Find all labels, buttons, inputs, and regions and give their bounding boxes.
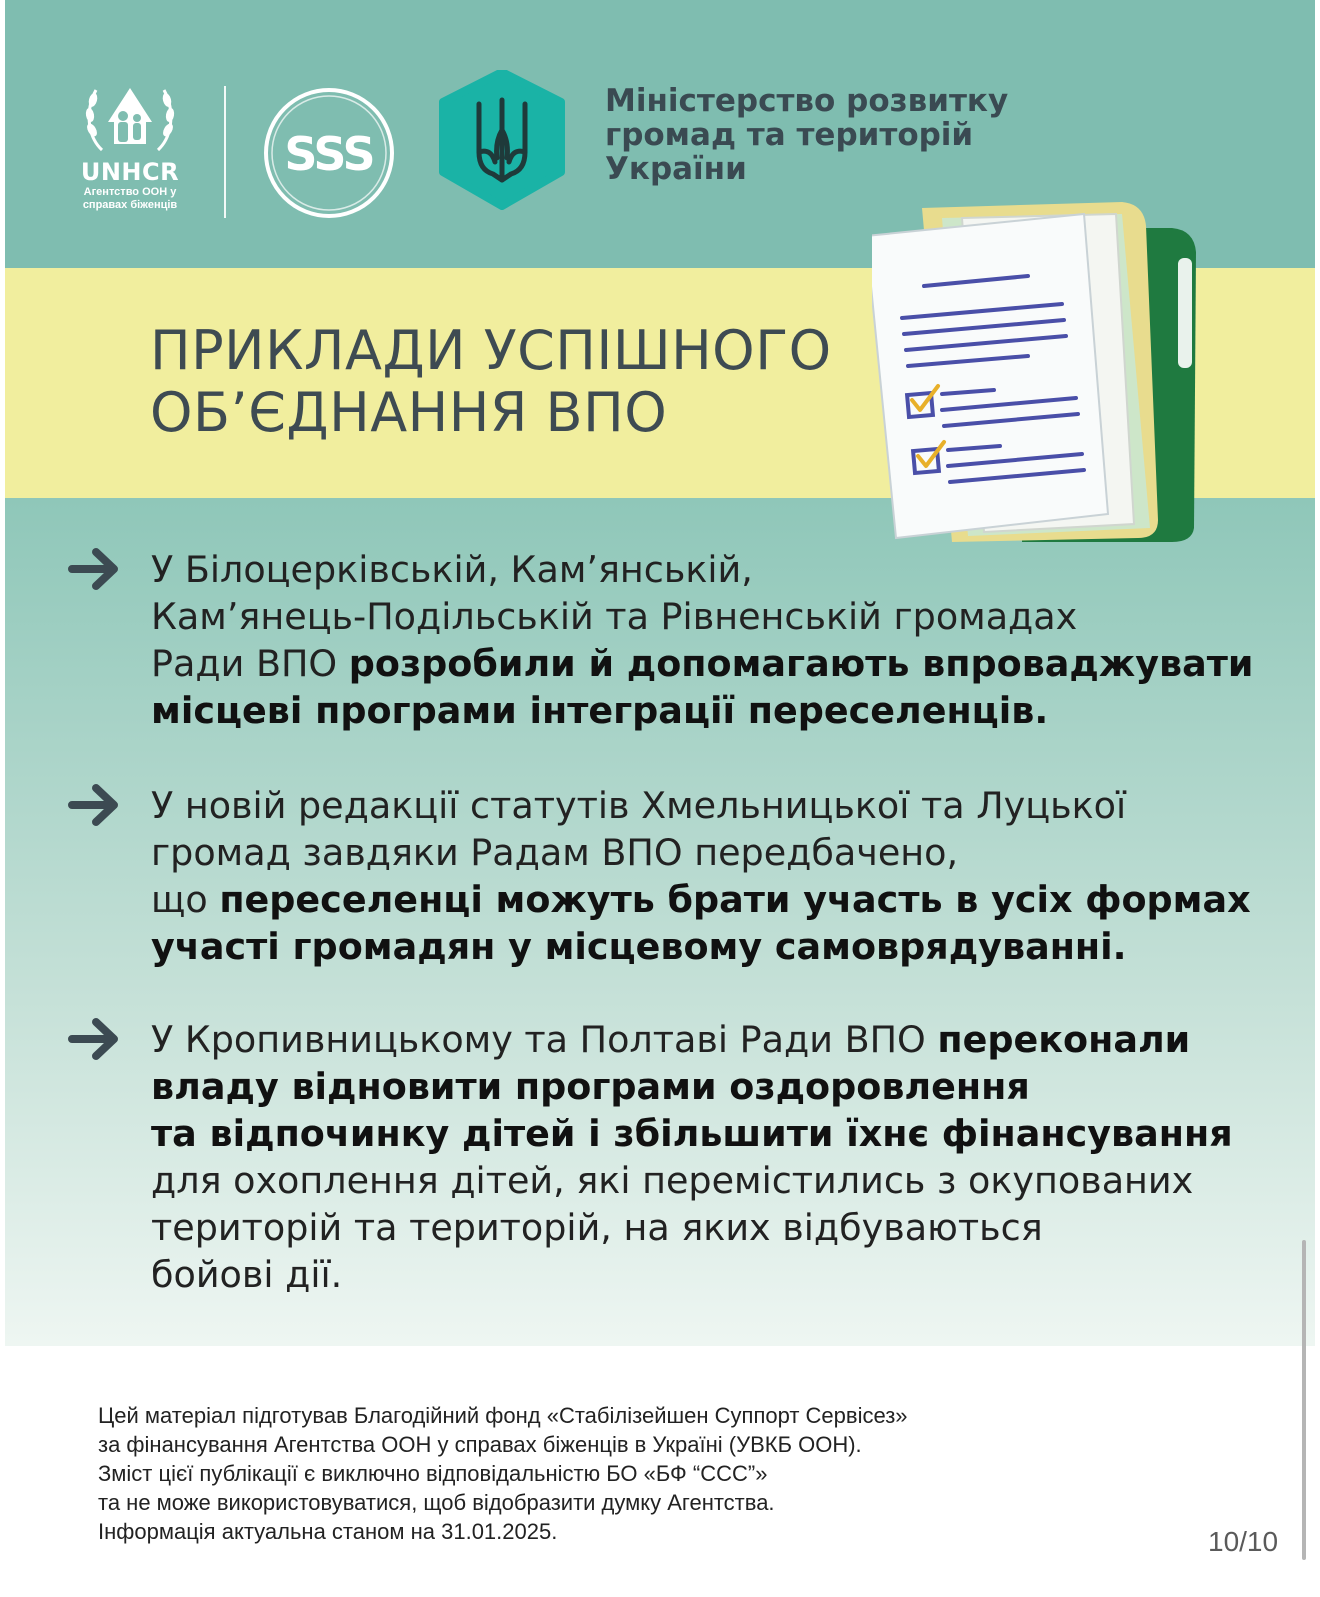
page-title xyxy=(150,320,870,444)
bullet-1-line4 xyxy=(151,687,1261,734)
card-edge-right xyxy=(1315,0,1320,1346)
bullet-2-line4 xyxy=(151,923,1261,970)
logo-divider xyxy=(224,86,226,218)
bullet-1-text xyxy=(151,546,1261,734)
bullet-2-line2: громад завдяки Радам ВПО передбачено, xyxy=(151,831,959,874)
bullet-3-line4: для охоплення дітей, які перемістились з окупованих xyxy=(151,1159,1194,1202)
disclaimer-line5: Інформація актуальна станом на 31.01.2025. xyxy=(98,1519,558,1544)
title-line2: ОБ’ЄДНАННЯ ВПО xyxy=(150,381,668,444)
bullet-3-text xyxy=(151,1016,1261,1298)
bullet-3-line1-bold: переконали xyxy=(937,1018,1191,1061)
scrollbar[interactable] xyxy=(1302,1240,1306,1560)
bullet-3-line3 xyxy=(151,1110,1261,1157)
title-line1: ПРИКЛАДИ УСПІШНОГО xyxy=(150,319,832,382)
bullet-3-line6: бойові дії. xyxy=(151,1253,343,1296)
documents-checklist-illustration xyxy=(872,198,1232,562)
arrow-right-icon xyxy=(68,546,122,592)
bullet-1-line4-bold: місцеві програми інтеграції переселенців. xyxy=(151,689,1049,732)
bullet-3-line1-normal: У Кропивницькому та Полтаві Ради ВПО xyxy=(151,1018,938,1061)
unhcr-subtitle-line2: справах біженців xyxy=(82,199,178,211)
card-edge-left xyxy=(0,0,5,1346)
bullet-1-line3 xyxy=(151,640,1261,687)
unhcr-emblem-icon xyxy=(80,80,180,156)
sss-logo-text: SSS xyxy=(284,127,374,181)
page-indicator: 10/10 xyxy=(1208,1526,1279,1557)
bullet-3-line2 xyxy=(151,1063,1261,1110)
ministry-logo xyxy=(433,70,571,210)
bullet-2-line3 xyxy=(151,876,1261,923)
arrow-right-icon xyxy=(68,782,122,828)
unhcr-subtitle-line1: Агентство ООН у xyxy=(83,186,177,198)
unhcr-name: UNHCR xyxy=(80,158,180,186)
bullet-3-line2-bold: владу відновити програми оздоровлення xyxy=(151,1065,1030,1108)
bullet-1-line3-normal: Ради ВПО xyxy=(151,642,349,685)
bullet-2-line1: У новій редакції статутів Хмельницької та Луцької xyxy=(151,784,1127,827)
bullet-3-line3-bold: та відпочинку дітей і збільшити їхнє фінансування xyxy=(151,1112,1233,1155)
bullet-2-text xyxy=(151,782,1261,970)
ministry-name-line2: громад та територій xyxy=(605,117,974,153)
unhcr-logo xyxy=(70,80,190,220)
disclaimer-note xyxy=(98,1401,1098,1546)
arrow-right-icon xyxy=(68,1016,122,1062)
bullet-3-line1 xyxy=(151,1016,1261,1063)
bullet-2-line4-bold: участі громадян у місцевому самоврядуванні. xyxy=(151,925,1127,968)
bullet-2-line3-normal: що xyxy=(151,878,220,921)
disclaimer-line2: за фінансування Агентства ООН у справах біженців в Україні (УВКБ ООН). xyxy=(98,1432,862,1457)
bullet-3-line5: територій та територій, на яких відбуваються xyxy=(151,1206,1043,1249)
ministry-name-line3: України xyxy=(605,151,747,187)
bullet-1-line1: У Білоцерківській, Кам’янській, xyxy=(151,548,753,591)
ministry-name-line1: Міністерство розвитку xyxy=(605,83,1009,119)
disclaimer-line3: Зміст цієї публікації є виключно відповідальністю БО «БФ “ССС”» xyxy=(98,1461,768,1486)
disclaimer-line1: Цей матеріал підготував Благодійний фонд «Стабілізейшен Суппорт Сервісез» xyxy=(98,1403,908,1428)
sss-logo xyxy=(260,84,398,222)
bullet-1-line2: Кам’янець-Подільській та Рівненській громадах xyxy=(151,595,1078,638)
bullet-1-line3-bold: розробили й допомагають впроваджувати xyxy=(348,642,1254,685)
bullet-2-line3-bold: переселенці можуть брати участь в усіх формах xyxy=(219,878,1251,921)
disclaimer-line4: та не може використовуватися, щоб відобразити думку Агентства. xyxy=(98,1490,775,1515)
ministry-name xyxy=(605,84,1035,186)
